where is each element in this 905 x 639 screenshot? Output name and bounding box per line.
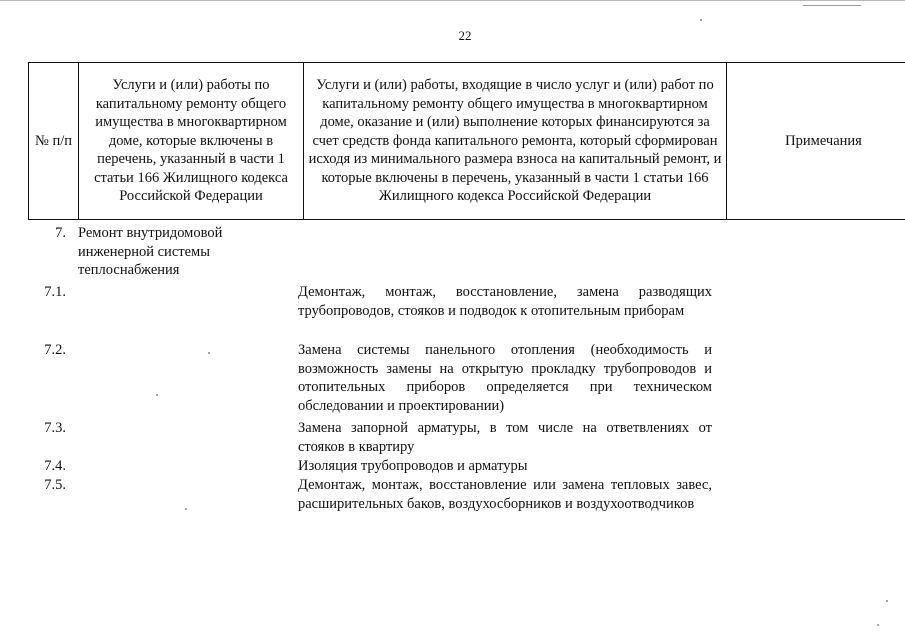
scan-speck — [877, 624, 879, 626]
scan-speck — [156, 394, 158, 396]
scan-speck — [700, 19, 702, 21]
row-number: 7.4. — [44, 458, 66, 474]
header-row — [29, 63, 905, 220]
header-works: Услуги и (или) работы по капитальному ремонту общего имущества в многоквартирном доме, которые включены в перечень, указанный в части 1 статьи 166 Жилищного кодекса Российской Федерации — [79, 63, 304, 220]
table-header — [28, 62, 905, 220]
page-number: 22 — [458, 28, 472, 43]
scan-speck — [208, 352, 210, 354]
header-number: № п/п — [29, 63, 79, 220]
row-number: 7.2. — [44, 342, 66, 358]
scan-corner-mark — [803, 5, 861, 6]
row-work: Ремонт внутридомовой инженерной системы теплоснабжения — [78, 225, 223, 278]
row-service: Замена запорной арматуры, в том числе на ответвлениях от стояков в квартиру — [298, 420, 712, 455]
row-number: 7.3. — [44, 420, 66, 436]
row-number: 7. — [55, 225, 66, 241]
scan-top-edge — [0, 0, 905, 1]
row-number: 7.1. — [44, 284, 66, 300]
row-service: Демонтаж, монтаж, восстановление, замена разводящих трубопроводов, стояков и подводок к отопительным приборам — [298, 284, 712, 319]
header-notes: Примечания — [727, 63, 905, 220]
scan-speck — [185, 508, 187, 510]
row-service: Изоляция трубопроводов и арматуры — [298, 458, 528, 474]
scan-speck — [886, 600, 888, 602]
header-services: Услуги и (или) работы, входящие в число услуг и (или) работ по капитальному ремонту общего имущества в многоквартирном доме, оказание и (или) выполнение которых финансируются за счет средств фонда капитального ремонта, который сформирован исходя из минимального размера взноса на капитальный ремонт, и которые включены в перечень, указанный в части 1 статьи 166 Жилищного кодекса Российской Федерации — [304, 63, 727, 220]
row-service: Замена системы панельного отопления (необходимость и возможность замены на открытую прокладку трубопроводов и отопительных приборов определяется при техническом обследовании и проектировании) — [298, 342, 712, 414]
row-number: 7.5. — [44, 477, 66, 493]
row-service: Демонтаж, монтаж, восстановление или замена тепловых завес, расширительных баков, воздухосборников и воздухоотводчиков — [298, 477, 712, 512]
